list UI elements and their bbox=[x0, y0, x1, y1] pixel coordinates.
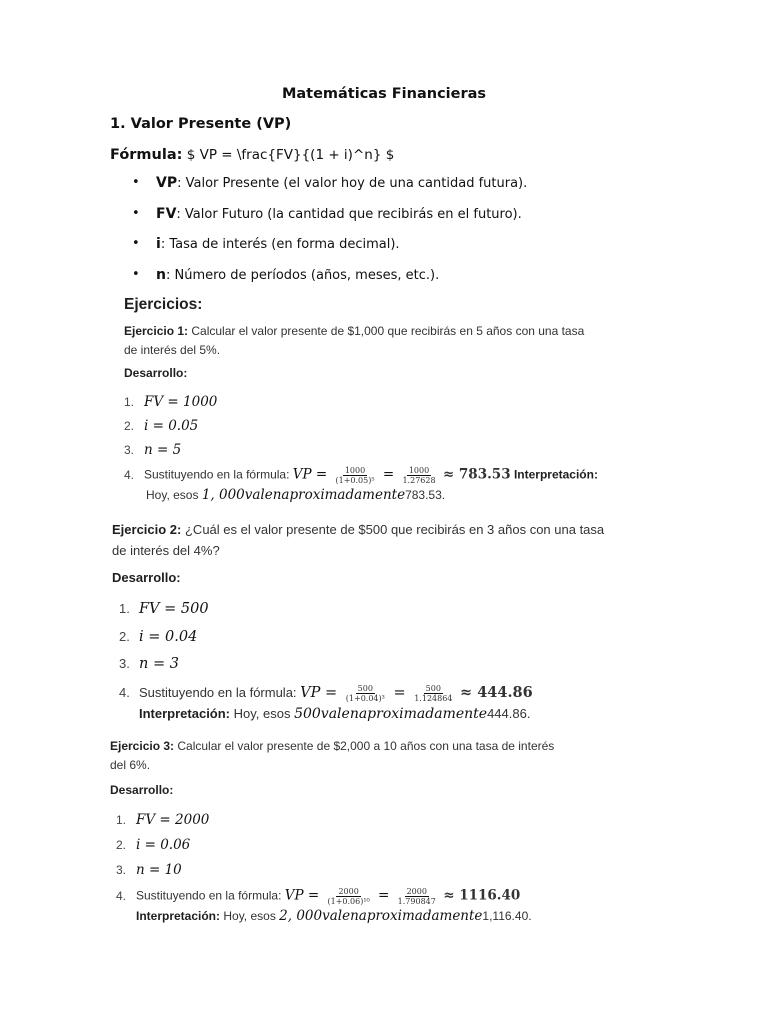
section-heading: 1. Valor Presente (VP) bbox=[110, 116, 292, 132]
definition-list bbox=[130, 175, 527, 297]
exercise-statement bbox=[112, 519, 632, 561]
bullet-icon: • bbox=[132, 236, 140, 251]
bullet-icon: • bbox=[132, 205, 140, 221]
exercises-heading: Ejercicios: bbox=[124, 296, 203, 313]
definition-term: VP bbox=[156, 175, 178, 191]
fraction: $\frac{2000}{1.790847}$ bbox=[397, 887, 436, 906]
exercise-2-block bbox=[112, 519, 632, 722]
step-item: 1. FV = 1000 bbox=[124, 394, 218, 410]
exercise-line: de interés del 4%? bbox=[112, 543, 220, 558]
step-item: 2. i = 0.05 bbox=[124, 418, 199, 434]
exercise-label: Ejercicio 2: bbox=[112, 522, 182, 537]
step-math: FV = 500 bbox=[139, 601, 209, 617]
result-value: ≈ 1116.40 bbox=[443, 887, 521, 904]
desarrollo-label: Desarrollo: bbox=[124, 366, 188, 380]
definition-text: : Valor Futuro (la cantidad que recibirás en el futuro). bbox=[176, 206, 522, 222]
step-item: 4. Sustituyendo en la fórmula: VP = $\frac{2000}{\text{(1+0.06)¹⁰}}$ = $\frac{2000}{1.790847}$ ≈ 1116.40 Interpretación: Hoy, esos 2, 000valenaproximadamente1,116.40. bbox=[110, 887, 610, 924]
fraction: $\frac{1000}{\text{(1+0.05)⁵}}$ bbox=[335, 466, 375, 485]
step-math: n = 5 bbox=[144, 442, 182, 458]
step-math: i = 0.05 bbox=[144, 418, 199, 434]
exercise-label: Ejercicio 1: bbox=[124, 324, 189, 338]
step-item: 4. Sustituyendo en la fórmula: VP = $\frac{1000}{\text{(1+0.05)⁵}}$ = $\frac{1000}{1.27628}$ ≈ 783.53 Interpretación: Hoy, esos 1, 000valenaproximadamente783.53. bbox=[124, 466, 604, 503]
exercise-line: de interés del 5%. bbox=[124, 343, 221, 357]
definition-item bbox=[130, 267, 527, 298]
definition-text: : Número de períodos (años, meses, etc.). bbox=[165, 267, 440, 283]
step-math: n = 10 bbox=[136, 862, 182, 878]
desarrollo-label: Desarrollo: bbox=[110, 783, 174, 797]
definition-term: i bbox=[156, 236, 161, 252]
fraction: $\frac{1000}{1.27628}$ bbox=[402, 466, 436, 485]
steps-list bbox=[124, 394, 604, 503]
exercise-statement bbox=[110, 737, 610, 775]
step-math: i = 0.04 bbox=[139, 628, 198, 645]
step-math: FV = 1000 bbox=[144, 394, 218, 410]
step-item: 2. i = 0.04 bbox=[119, 628, 198, 645]
step-item: 1. FV = 500 bbox=[119, 601, 209, 617]
definition-term: FV bbox=[156, 205, 177, 222]
definition-text: : Valor Presente (el valor hoy de una cantidad futura). bbox=[177, 176, 528, 191]
exercise-3-block bbox=[110, 737, 610, 924]
formula-line bbox=[110, 147, 394, 163]
step-item: 3. n = 5 bbox=[124, 442, 182, 458]
step-math: FV = 2000 bbox=[136, 812, 210, 828]
steps-list bbox=[112, 601, 632, 722]
fraction: $\frac{500}{\text{(1+0.04)³}}$ bbox=[345, 683, 385, 703]
definition-item bbox=[130, 206, 527, 237]
exercise-line: del 6%. bbox=[110, 758, 151, 772]
interpretation-label: Interpretación: bbox=[513, 467, 598, 482]
step-item: 3. n = 10 bbox=[116, 862, 182, 878]
interpretation: Interpretación: Hoy, esos 500valenaproximadamente444.86. bbox=[139, 705, 531, 722]
fraction: $\frac{500}{1.124864}$ bbox=[414, 683, 453, 703]
result-value: ≈ 783.53 bbox=[442, 466, 511, 483]
step-math: i = 0.06 bbox=[136, 837, 191, 853]
bullet-icon: • bbox=[132, 266, 140, 282]
desarrollo-label: Desarrollo: bbox=[112, 570, 181, 585]
exercise-line: Calcular el valor presente de $1,000 que recibirás en 5 años con una tasa bbox=[188, 324, 585, 338]
step-text: Sustituyendo en la fórmula: bbox=[139, 684, 297, 700]
exercise-line: ¿Cuál es el valor presente de $500 que recibirás en 3 años con una tasa bbox=[181, 522, 605, 537]
step-item: 4. Sustituyendo en la fórmula: VP = $\frac{500}{\text{(1+0.04)³}}$ = $\frac{500}{1.124864}$ ≈ 444.86 Interpretación: Hoy, esos 500valenaproximadamente444.86. bbox=[112, 684, 632, 722]
definition-term: n bbox=[156, 266, 166, 283]
definition-text: : Tasa de interés (en forma decimal). bbox=[160, 237, 400, 252]
steps-list bbox=[110, 812, 610, 924]
step-item: 3. n = 3 bbox=[119, 656, 179, 672]
exercise-statement bbox=[124, 322, 604, 360]
interpretation: Interpretación: Hoy, esos 2, 000valenaproximadamente1,116.40. bbox=[136, 908, 532, 924]
document-title: Matemáticas Financieras bbox=[281, 86, 487, 102]
step-math: n = 3 bbox=[139, 656, 179, 672]
interpretation: Hoy, esos 1, 000valenaproximadamente783.53. bbox=[146, 487, 446, 503]
fraction: $\frac{2000}{\text{(1+0.06)¹⁰}}$ bbox=[327, 887, 370, 906]
formula-label: Fórmula: bbox=[110, 147, 183, 163]
exercise-label: Ejercicio 3: bbox=[110, 739, 175, 753]
exercise-line: Calcular el valor presente de $2,000 a 10 años con una tasa de interés bbox=[174, 739, 555, 753]
exercise-1-block bbox=[124, 296, 604, 503]
step-text: Sustituyendo en la fórmula: bbox=[144, 467, 290, 482]
step-item: 2. i = 0.06 bbox=[116, 837, 191, 853]
step-text: Sustituyendo en la fórmula: bbox=[136, 888, 282, 903]
formula-text: $ VP = \frac{FV}{(1 + i)^n} $ bbox=[186, 147, 395, 163]
step-item: 1. FV = 2000 bbox=[116, 812, 210, 828]
definition-item bbox=[130, 175, 527, 206]
definition-item bbox=[130, 236, 527, 267]
bullet-icon: • bbox=[132, 175, 140, 190]
result-value: ≈ 444.86 bbox=[460, 683, 533, 701]
